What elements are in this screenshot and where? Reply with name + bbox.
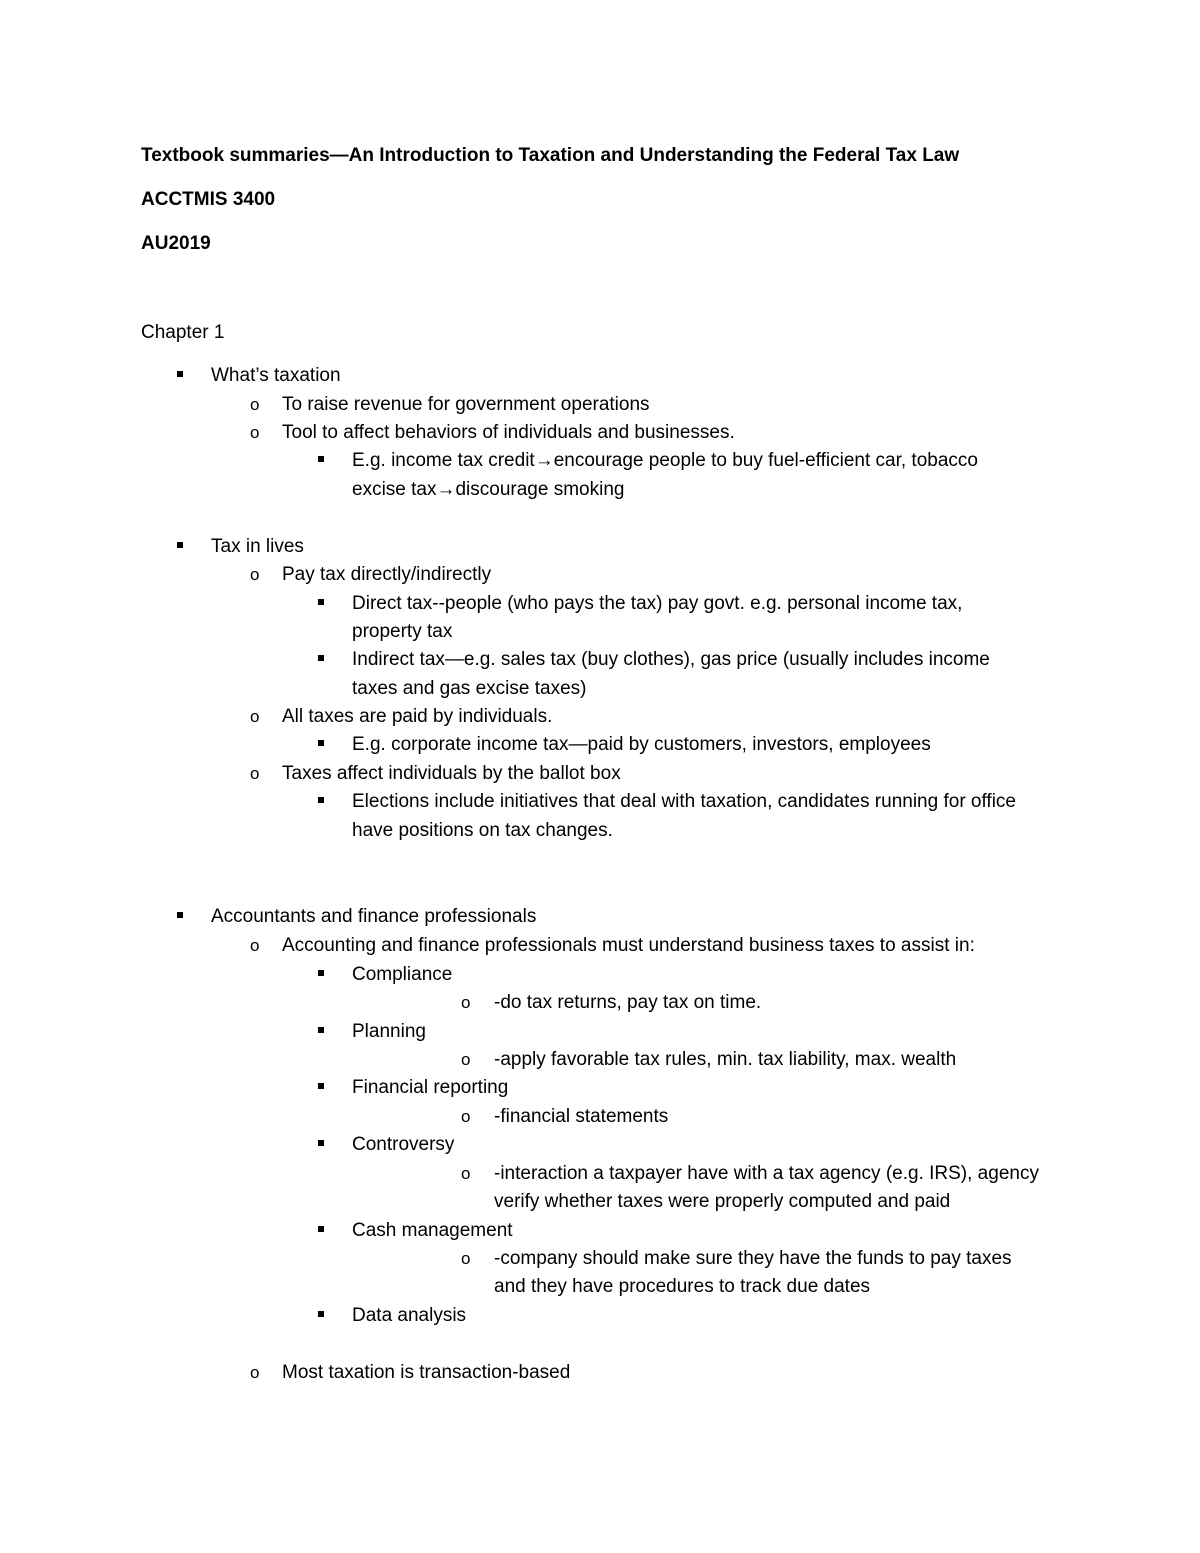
list-item: Planning [352, 1021, 426, 1042]
list-item-continuation: and they have procedures to track due dates [494, 1276, 871, 1297]
list-item: -interaction a taxpayer have with a tax agency (e.g. IRS), agency [494, 1163, 1039, 1184]
list-item: Tax in lives [211, 536, 304, 557]
list-item: E.g. corporate income tax—paid by customers, investors, employees [352, 734, 931, 755]
square-bullet-icon [318, 646, 324, 674]
list-item: -company should make sure they have the funds to pay taxes [494, 1248, 1012, 1269]
circle-bullet-icon: o [461, 1249, 471, 1268]
circle-bullet-icon: o [250, 423, 260, 442]
list-item: Data analysis [352, 1305, 467, 1326]
list-item: E.g. income tax credit→encourage people to buy fuel-efficient car, tobacco [352, 450, 978, 471]
circle-bullet-icon: o [461, 993, 471, 1012]
list-item: Indirect tax—e.g. sales tax (buy clothes), gas price (usually includes income [352, 649, 990, 670]
list-item: Elections include initiatives that deal with taxation, candidates running for office [352, 791, 1016, 812]
circle-bullet-icon: o [461, 1164, 471, 1183]
circle-bullet-icon: o [250, 707, 260, 726]
square-bullet-icon [318, 731, 324, 759]
square-bullet-icon [318, 590, 324, 618]
list-item: Financial reporting [352, 1077, 509, 1098]
circle-bullet-icon: o [250, 565, 260, 584]
circle-bullet-icon: o [250, 1363, 260, 1382]
course-code: ACCTMIS 3400 [141, 189, 276, 210]
list-item: Pay tax directly/indirectly [282, 564, 492, 585]
circle-bullet-icon: o [461, 1107, 471, 1126]
list-item: What’s taxation [211, 365, 341, 386]
square-bullet-icon [318, 447, 324, 475]
square-bullet-icon [177, 362, 183, 390]
list-item: Accounting and finance professionals must understand business taxes to assist in: [282, 935, 975, 956]
list-item: Taxes affect individuals by the ballot box [282, 763, 621, 784]
square-bullet-icon [318, 1018, 324, 1046]
list-item: Most taxation is transaction-based [282, 1362, 571, 1383]
list-item: -financial statements [494, 1106, 669, 1127]
square-bullet-icon [318, 1217, 324, 1245]
circle-bullet-icon: o [250, 395, 260, 414]
square-bullet-icon [318, 788, 324, 816]
list-item-continuation: excise tax→discourage smoking [352, 479, 625, 500]
chapter-heading: Chapter 1 [141, 322, 225, 343]
list-item-continuation: verify whether taxes were properly computed and paid [494, 1191, 951, 1212]
circle-bullet-icon: o [250, 936, 260, 955]
square-bullet-icon [318, 1074, 324, 1102]
square-bullet-icon [318, 961, 324, 989]
list-item-continuation: property tax [352, 621, 453, 642]
list-item: Accountants and finance professionals [211, 906, 537, 927]
list-item: Cash management [352, 1220, 513, 1241]
list-item: All taxes are paid by individuals. [282, 706, 553, 727]
list-item: Tool to affect behaviors of individuals and businesses. [282, 422, 735, 443]
circle-bullet-icon: o [461, 1050, 471, 1069]
list-item: Compliance [352, 964, 453, 985]
list-item-continuation: taxes and gas excise taxes) [352, 678, 587, 699]
square-bullet-icon [318, 1131, 324, 1159]
square-bullet-icon [318, 1302, 324, 1330]
document-title: Textbook summaries—An Introduction to Taxation and Understanding the Federal Tax Law [141, 145, 960, 166]
list-item: -do tax returns, pay tax on time. [494, 992, 762, 1013]
list-item-continuation: have positions on tax changes. [352, 820, 613, 841]
square-bullet-icon [177, 533, 183, 561]
list-item: Controversy [352, 1134, 455, 1155]
square-bullet-icon [177, 903, 183, 931]
term: AU2019 [141, 233, 211, 254]
list-item: -apply favorable tax rules, min. tax liability, max. wealth [494, 1049, 957, 1070]
circle-bullet-icon: o [250, 764, 260, 783]
list-item: Direct tax--people (who pays the tax) pay govt. e.g. personal income tax, [352, 593, 963, 614]
list-item: To raise revenue for government operations [282, 394, 650, 415]
